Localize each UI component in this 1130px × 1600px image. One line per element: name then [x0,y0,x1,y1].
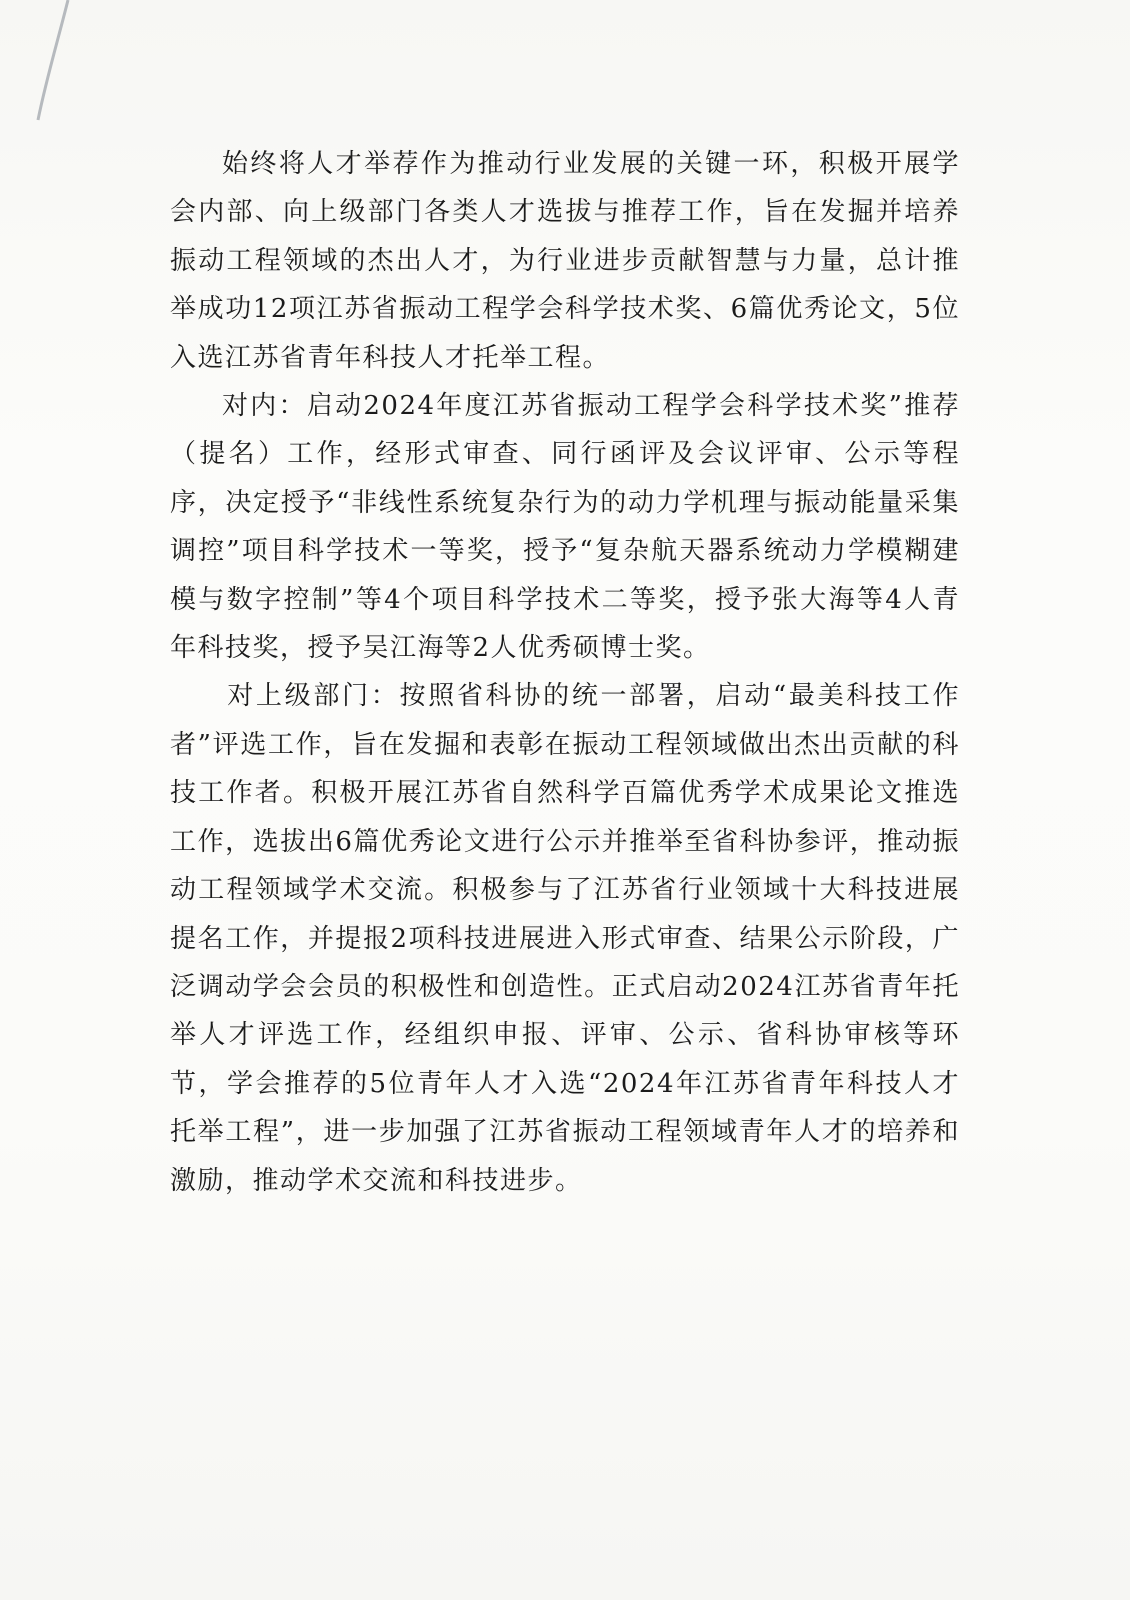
paragraph-talent-recommendation: 始终将人才举荐作为推动行业发展的关键一环，积极开展学会内部、向上级部门各类人才选拔与推荐工作，旨在发掘并培养振动工程领域的杰出人才，为行业进步贡献智慧与力量，总计推举成功12项江苏省振动工程学会科学技术奖、6篇优秀论文，5位入选江苏省青年科技人才托举工程。 [170,149,960,373]
paragraph-upper-department: 对上级部门：按照省科协的统一部署，启动“最美科技工作者”评选工作，旨在发掘和表彰在振动工程领域做出杰出贡献的科技工作者。积极开展江苏省自然科学百篇优秀学术成果论文推选工作，选拔出6篇优秀论文进行公示并推举至省科协参评，推动振动工程领域学术交流。积极参与了江苏省行业领域十大科技进展提名工作，并提报2项科技进展进入形式审查、结果公示阶段，广泛调动学会会员的积极性和创造性。正式启动2024江苏省青年托举人才评选工作，经组织申报、评审、公示、省科协审核等环节，学会推荐的5位青年人才入选“2024年江苏省青年科技人才托举工程”，进一步加强了江苏省振动工程领域青年人才的培养和激励，推动学术交流和科技进步。 [170,681,960,1196]
paragraph-internal-awards: 对内：启动2024年度江苏省振动工程学会科学技术奖”推荐（提名）工作，经形式审查、同行函评及会议评审、公示等程序，决定授予“非线性系统复杂行为的动力学机理与振动能量采集调控”项目科学技术一等奖，授予“复杂航天器系统动力学模糊建模与数字控制”等4个项目科学技术二等奖，授予张大海等4人青年科技奖，授予吴江海等2人优秀硕博士奖。 [170,391,960,664]
document-body [170,140,960,1205]
scan-edge-mark [28,0,88,140]
